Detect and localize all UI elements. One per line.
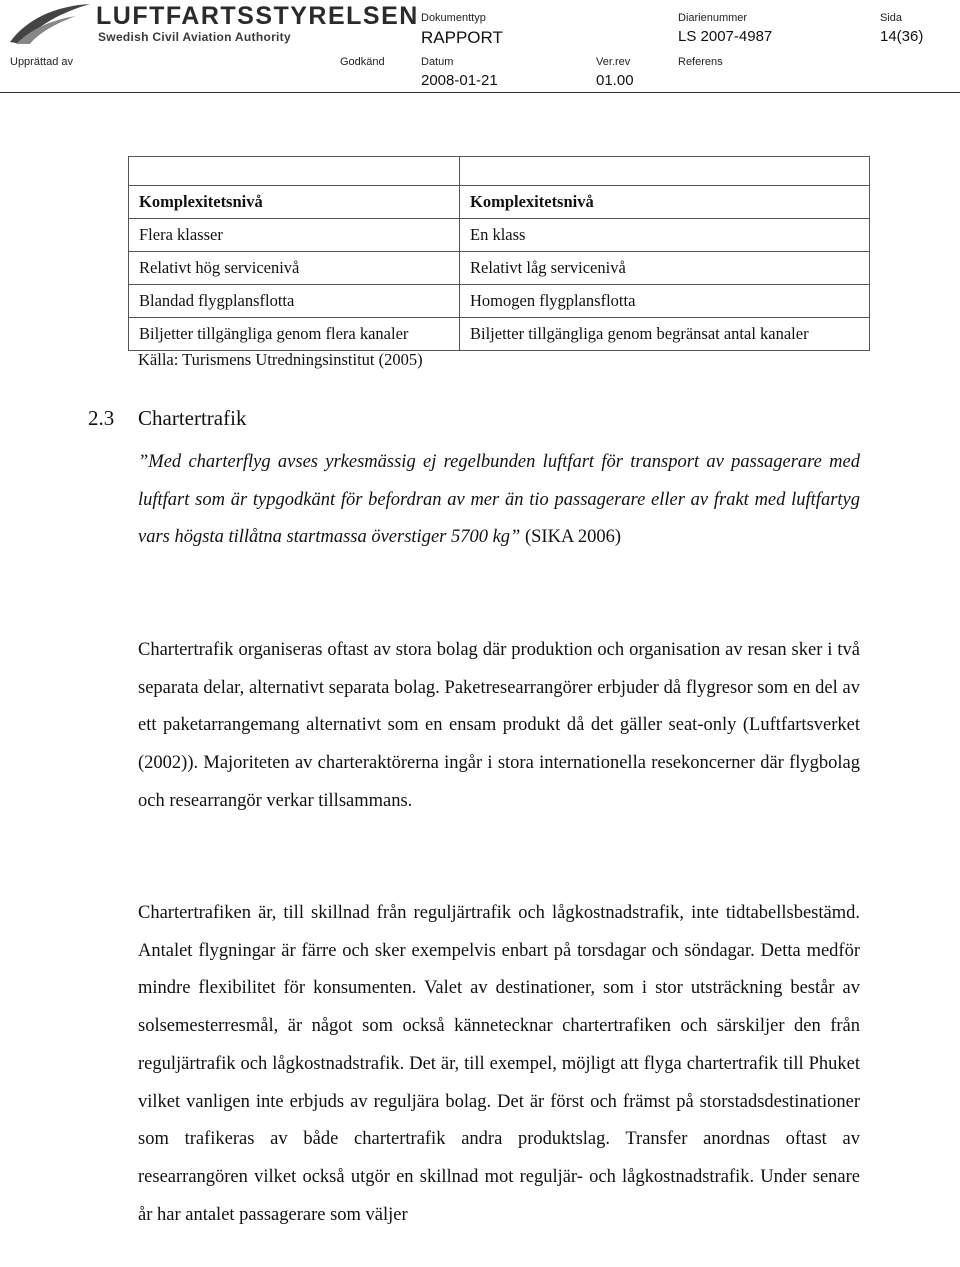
table-cell: En klass: [460, 219, 870, 252]
org-subtitle: Swedish Civil Aviation Authority: [98, 30, 291, 44]
doc-type: RAPPORT: [421, 28, 503, 47]
definition-quote: [138, 444, 860, 557]
logo: [6, 2, 419, 46]
comparison-table: [128, 156, 870, 351]
rev-label: Ver.rev: [596, 56, 631, 68]
table-cell: Biljetter tillgängliga genom flera kanaler: [129, 318, 460, 351]
section-number: 2.3: [88, 406, 115, 430]
table-cell: Relativt hög servicenivå: [129, 252, 460, 285]
prepared-by-label: Upprättad av: [10, 56, 73, 68]
quote-reference: (SIKA 2006): [520, 527, 622, 548]
table-cell: Flera klasser: [129, 219, 460, 252]
table-cell: [460, 157, 870, 186]
reg-no: LS 2007-4987: [678, 28, 773, 45]
date: 2008-01-21: [421, 72, 498, 89]
table-row: [129, 285, 870, 318]
paragraph: Chartertrafik organiseras oftast av stora bolag där produktion och organisation av resan sker i två separata delar, alternativt separata bolag. Paketresearrangörer erbjuder då flygresor som en del av ett paketarrangemang alternativt som en ensam produkt då det gäller seat-only (Luftfartsverket (2002)). Majoriteten av charteraktörerna ingår i stora internationella resekoncerner där flygbolag och researrangör verkar tillsammans.: [138, 640, 860, 811]
table-row: [129, 252, 870, 285]
page-label: Sida: [880, 12, 903, 24]
page-header: [0, 0, 960, 96]
reference-label: Referens: [678, 56, 723, 68]
table-row: [129, 318, 870, 351]
header-divider: [0, 92, 960, 93]
table-header-cell: Komplexitetsnivå: [129, 186, 460, 219]
date-label: Datum: [421, 56, 454, 68]
table-row: [129, 186, 870, 219]
paragraph: Chartertrafiken är, till skillnad från reguljärtrafik och lågkostnadstrafik, inte tidtabellsbestämd. Antalet flygningar är färre och sker exempelvis enbart på torsdagar och söndagar. Detta medför mindre flexibilitet för konsumenten. Valet av destinationer, som i stor utsträckning består av solsemesterresmål, är något som också kännetecknar chartertrafiken och särskiljer den från reguljärtrafik och lågkostnadstrafik. Det är, till exempel, möjligt att flyga chartertrafik till Phuket vilket vanligen inte erbjuds av reguljära bolag. Det är först och främst på storstadsdestinationer som trafikeras av både chartertrafik andra produktslag. Transfer anordnas oftast av researrangören vilket också utgör en skillnad mot reguljär- och lågkostnadstrafik. Under senare år har antalet passagerare som väljer: [138, 903, 860, 1225]
quote-text: ”Med charterflyg avses yrkesmässig ej regelbunden luftfart för transport av passagerare med luftfart som är typgodkänt för befordran av mer än tio passagerare eller av frakt med luftfartyg vars högsta tillåtna startmassa överstiger 5700 kg”: [138, 452, 860, 548]
table-cell: Homogen flygplansflotta: [460, 285, 870, 318]
reg-no-label: Diarienummer: [678, 12, 748, 24]
table-header-cell: Komplexitetsnivå: [460, 186, 870, 219]
revision: 01.00: [596, 72, 634, 89]
table-row: [129, 157, 870, 186]
table-cell: Relativt låg servicenivå: [460, 252, 870, 285]
page-number: 14(36): [880, 28, 924, 45]
doc-type-label: Dokumenttyp: [421, 12, 486, 24]
table-cell: [129, 157, 460, 186]
table-source: Källa: Turismens Utredningsinstitut (2005): [138, 350, 423, 369]
org-name: LUFTFARTSSTYRELSEN: [96, 2, 419, 30]
table-cell: Blandad flygplansflotta: [129, 285, 460, 318]
table-cell: Biljetter tillgängliga genom begränsat antal kanaler: [460, 318, 870, 351]
section-title: Chartertrafik: [138, 406, 247, 430]
swoosh-logo-icon: [6, 2, 92, 46]
approved-label: Godkänd: [340, 56, 385, 68]
table-row: [129, 219, 870, 252]
